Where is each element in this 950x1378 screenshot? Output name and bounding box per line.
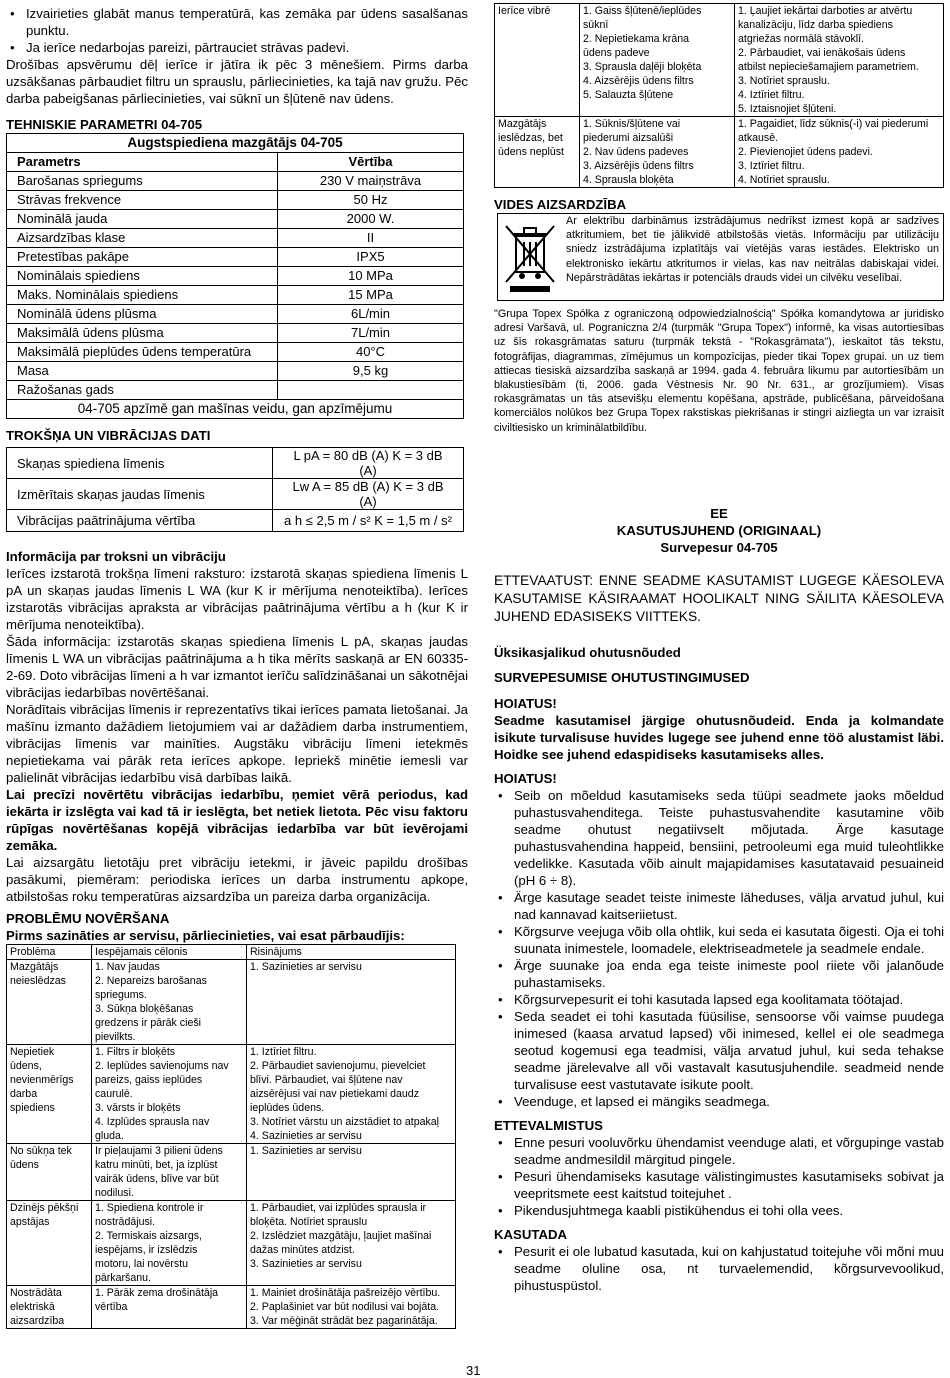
vides-heading: VIDES AIZSARDZĪBA — [494, 197, 627, 212]
cell-line: nevienmērīgs — [10, 1074, 74, 1086]
cause-cell — [92, 960, 247, 1045]
cell-line: caurulē. — [95, 1088, 133, 1100]
info-heading: Informācija par troksni un vibrāciju — [6, 549, 226, 564]
cell-line: 1. Pagaidiet, līdz sūknis(-i) vai piederumi — [738, 118, 929, 130]
info-paragraph: Lai aizsargātu lietotāju pret vibrāciju ietekmi, ir jāveic papildu drošības pasākumi, piemēram: periodiska ierīces un darba instrumentu apkope, atbilstošas roku temperatūras aizsardzība un pareiza darba organizācija. — [6, 855, 468, 904]
noise-name: Izmērītais skaņas jaudas līmenis — [7, 479, 273, 510]
cell-line: 1. Pārbaudiet, vai izplūdes sprausla ir — [250, 1202, 427, 1214]
ee-heading: ETTEVALMISTUS — [494, 1117, 603, 1133]
ee-product: Survepesur 04-705 — [660, 539, 778, 555]
list-item: • Ja ierīce nedarbojas pareizi, pārtrauciet strāvas padevi. — [6, 39, 468, 56]
cell-line: 1. Sazinieties ar servisu — [250, 961, 362, 973]
cell-line: iespējams, ir izslēdzis — [95, 1244, 198, 1256]
cell-line: 5. Salauzta šļūtene — [583, 89, 674, 101]
list-item: • Kõrgsurvepesurit ei tohi kasutada lapsed ega koolitamata töötajad. — [494, 991, 944, 1008]
table-header: Iespējamais cēlonis — [92, 945, 247, 960]
cell-line: pareizs, gaiss ieplūdes — [95, 1074, 203, 1086]
cell-line: 1. Filtrs ir bloķēts — [95, 1046, 176, 1058]
cell-line: Dzinējs pēkšņi — [10, 1202, 79, 1214]
cell-line: 4. Sazinieties ar servisu — [250, 1130, 362, 1142]
cell-line: Mazgātājs — [498, 118, 547, 130]
cell-line: bloķēta. Notīriet sprauslu — [250, 1216, 368, 1228]
list-item: • Enne pesuri vooluvõrku ühendamist veenduge alati, et võrgupinge vastab seadme andmesildil märgitud pingele. — [494, 1134, 944, 1168]
cell-line: 1. Iztīriet filtru. — [250, 1046, 317, 1058]
param-name: Strāvas frekvence — [7, 191, 278, 210]
noise-table — [6, 447, 464, 532]
cell-line: spiediens — [10, 1102, 55, 1114]
problem-cell — [7, 960, 92, 1045]
solution-cell — [735, 117, 944, 188]
tech-table-footnote: 04-705 apzīmē gan mašīnas veidu, gan apzīmējumu — [7, 400, 464, 419]
cell-line: 4. Iztīriet filtru. — [738, 89, 805, 101]
table-row — [495, 4, 944, 117]
cell-line: Ierīce vibrē — [498, 5, 551, 17]
cell-line: 1. Spiediena kontrole ir — [95, 1202, 204, 1214]
list-item: • Seda seadet ei tohi kasutada füüsilise, sensoorse või vaimse puudega inimesed (kaasa arvatud lapsed) või inimesed, kellel ei ole seadmega seotud kogemusi ega teadmisi, välja arvatud juhul, kui seda tehakse seadme järelevalve all või vastavalt kasutusjuhendile. seadmeid nende turvalisuse eest vastutavate isikute poolt. — [494, 1008, 944, 1093]
cause-cell — [92, 1201, 247, 1286]
param-value: 15 MPa — [278, 286, 464, 305]
cell-line: Nostrādāta — [10, 1287, 62, 1299]
cell-line: 3. Notīriet sprauslu. — [738, 75, 830, 87]
cell-line: 2. Pārbaudiet savienojumu, pievelciet — [250, 1060, 426, 1072]
cell-line: 1. Gaiss šļūtenē/ieplūdes — [583, 5, 702, 17]
cell-line: katru minūti, bet, ja izplūst — [95, 1159, 218, 1171]
cell-line: sūknī — [583, 19, 609, 31]
list-item: • Kõrgsurve veejuga võib olla ohtlik, kui seda ei kasutata õigesti. Oja ei tohi suunata inimestele, loomadele, elektriseadmetele ja seadmele endale. — [494, 923, 944, 957]
cell-line: atbilst nepieciešamajiem parametriem. — [738, 61, 919, 73]
troubleshooting-table — [6, 944, 456, 1329]
hoiatus-label: HOIATUS! — [494, 695, 557, 711]
noise-heading: TROKŠŅA UN VIBRĀCIJAS DATI — [6, 428, 211, 443]
cell-line: 4. Izplūdes sprausla nav — [95, 1116, 210, 1128]
cell-line: 1. Sazinieties ar servisu — [250, 1145, 362, 1157]
intro-bullets — [6, 5, 468, 56]
info-paragraph: Ierīces izstarotā trokšņa līmeni raksturo: izstarotā skaņas spiediena līmenis L pA un skaņas jaudas līmenis L WA (kur K ir mērījuma nenoteiktība). Ierīces izstarotās vibrācijas apraksta ar vibrācijas paātrinājuma vērtību a h (kur K ir mērījuma nenoteiktība). — [6, 566, 468, 632]
problem-cell — [7, 1144, 92, 1201]
param-value: 7L/min — [278, 324, 464, 343]
vides-box — [497, 213, 944, 301]
cell-line: atgriežas normālā stāvoklī. — [738, 33, 865, 45]
param-name: Aizsardzības klase — [7, 229, 278, 248]
cell-line: 4. Notīriet sprauslu. — [738, 174, 830, 186]
param-value: 2000 W. — [278, 210, 464, 229]
list-item: • Veenduge, et lapsed ei mängiks seadmega. — [494, 1093, 944, 1110]
cell-line: 3. Aizsērējis ūdens filtrs — [583, 160, 694, 172]
list-item: • Ärge suunake joa enda ega teiste inimeste pool riiete või jalanõude puhastamiseks. — [494, 957, 944, 991]
cell-line: pievilkts. — [95, 1031, 136, 1043]
noise-value: Lw A = 85 dB (A) K = 3 dB (A) — [273, 479, 464, 510]
cell-line: 2. Termiskais aizsargs, — [95, 1230, 202, 1242]
troubleshooting-table-continued — [494, 3, 944, 188]
table-row — [7, 1286, 456, 1329]
cell-line: 1. Mainiet drošinātāja pašreizējo vērtību. — [250, 1287, 441, 1299]
cell-line: Nepietiek — [10, 1046, 55, 1058]
vides-text: Ar elektrību darbināmus izstrādājumus nedrīkst izmest kopā ar sadzīves atkritumiem, bet tie jālikvidē atbilstošās vietās. Informāciju par utilizāciju sniedz izstrādājuma izplatītājs vai vietējās varas iestādes. Elektrisko un elektronisko iekārtu atkritumos ir vielas, kas nav neitrālas dabiskajai videi. Nepārstrādātas iekārtas ir potenciāls drauds videi un cilvēku veselībai. — [566, 215, 939, 284]
cell-line: 2. Pievienojiet ūdens padevi. — [738, 146, 873, 158]
param-value: 6L/min — [278, 305, 464, 324]
cell-line: 3. Sazinieties ar servisu — [250, 1258, 362, 1270]
solution-cell — [247, 1201, 456, 1286]
cause-cell — [580, 117, 735, 188]
cell-line: nodilusi. — [95, 1187, 134, 1199]
param-name: Maksimālā pieplūdes ūdens temperatūra — [7, 343, 278, 362]
list-item: • Izvairieties glabāt manus temperatūrā, kas zemāka par ūdens sasalšanas punktu. — [6, 5, 468, 39]
param-value: 40°C — [278, 343, 464, 362]
ee-title: EE — [710, 505, 728, 521]
problem-cell — [7, 1286, 92, 1329]
cell-line: aizsardzība — [10, 1315, 65, 1327]
cell-line: 2. Ieplūdes savienojums nav — [95, 1060, 229, 1072]
cell-line: ūdens — [10, 1159, 39, 1171]
param-name: Barošanas spriegums — [7, 172, 278, 191]
cell-line: kanalizāciju, līdz darba spiediens — [738, 19, 893, 31]
cell-line: motoru, lai novērstu — [95, 1258, 189, 1270]
ee-heading: KASUTADA — [494, 1226, 568, 1242]
cell-line: 5. Iztaisnojiet šļūteni. — [738, 103, 837, 115]
problem-cell — [495, 117, 580, 188]
noise-value: L pA = 80 dB (A) K = 3 dB (A) — [273, 448, 464, 479]
list-item: • Pikendusjuhtmega kaabli pistikühendus ei tohi olla vees. — [494, 1202, 944, 1219]
cell-line: 2. Nepareizs barošanas — [95, 975, 207, 987]
cell-line: 1. Sūknis/šļūtene vai — [583, 118, 681, 130]
cell-line: Mazgātājs — [10, 961, 59, 973]
param-name: Nominālā ūdens plūsma — [7, 305, 278, 324]
list-item: • Seib on mõeldud kasutamiseks seda tüüpi seadmete jaoks mõeldud puhastusvahenditega. Teiste puhastusvahendite kasutamine võib seadme ohutust negatiivselt mõjutada. Ärge kasutage puhastusvahendina happeid, bensiini, petrooleumi ega muid tuleohtlikke vedelikke. Kasutada võib ainult majapidamises kasutatavaid pesuaineid (pH 6 ÷ 8). — [494, 787, 944, 889]
problem-cell — [7, 1045, 92, 1144]
cell-line: vairāk ūdens, blīve var būt — [95, 1173, 219, 1185]
cell-line: dažas minūtes atdzist. — [250, 1244, 355, 1256]
cell-line: 2. Pārbaudiet, vai ienākošais ūdens — [738, 47, 906, 59]
table-row — [7, 1144, 456, 1201]
cell-line: 4. Aizsērējis ūdens filtrs — [583, 75, 694, 87]
cell-line: Ir pieļaujami 3 pilieni ūdens — [95, 1145, 223, 1157]
cell-line: No sūkņa tek — [10, 1145, 72, 1157]
param-name: Masa — [7, 362, 278, 381]
cell-line: darba — [10, 1088, 38, 1100]
tech-table-caption: Augstspiediena mazgātājs 04-705 — [7, 134, 464, 153]
info-paragraph: Šāda informācija: izstarotās skaņas spiediena līmenis L pA, skaņas jaudas līmenis L WA un vibrācijas paātrinājuma a h tika mērīts saskaņā ar EN 60335-2-69. Doto vibrācijas līmeni a h var izmantot ierīču salīdzināšanai un sākotnējai vibrācijas iedarbības novērtēšanai. — [6, 634, 468, 700]
cell-line: ūdens, — [10, 1060, 42, 1072]
crossed-bin-icon — [500, 216, 560, 296]
right-column — [494, 0, 944, 1294]
param-name: Nominālais spiediens — [7, 267, 278, 286]
cell-line: vērtība — [95, 1301, 128, 1313]
cell-line: 3. vārsts ir bloķēts — [95, 1102, 181, 1114]
copyright-paragraph: "Grupa Topex Spółka z ograniczoną odpowiedzialnością" Spółka komandytowa ar juridisko adresi Varšavā, ul. Pograniczna 2/4 (turpmāk "Grupa Topex") informē, ka visas autortiesības uz šīs rokasgrāmatas saturu (turpmāk tekstā - "Rokasgrāmata"), ieskaitot tās tekstu, fotogrāfijas, diagrammas, zīmējumus un kompozīcijas, pieder tikai Topex grupai. un uz tiem attiecas tiesiskā aizsardzība saskaņā ar 1994. gada 4. februāra likumu par autortiesībām un blakustiesībām (ti, 2006. gada Vēstnesis Nr. 90 Nr. 631., ar grozījumiem). Visas rokasgrāmatas un tās atsevišķu elementu kopēšana, apstrāde, publicēšana, pārveidošana komerciālos nolūkos bez Grupa Topex rakstiskas piekrišanas ir stingri aizliegta un var izraisīt civiltiesisko un kriminālatbildību. — [494, 308, 944, 434]
table-row — [7, 1201, 456, 1286]
solution-cell — [735, 4, 944, 117]
hoiatus-bullets — [494, 787, 944, 1110]
cell-line: ūdens neplūst — [498, 146, 564, 158]
ee-heading: Üksikasjalikud ohutusnõuded — [494, 644, 681, 660]
solution-cell — [247, 1286, 456, 1329]
cell-line: 3. Sprausla daļēji bloķēta — [583, 61, 702, 73]
cell-line: 2. Nepietiekama krāna — [583, 33, 689, 45]
troubleshooting-rows — [7, 960, 456, 1329]
list-item: • Ärge kasutage seadet teiste inimeste läheduses, välja arvatud juhul, kui nad kannavad kaitseriietust. — [494, 889, 944, 923]
info-bold-paragraph: Lai precīzi novērtētu vibrācijas iedarbību, ņemiet vērā periodus, kad iekārta ir izslēgta vai kad tā ir ieslēgta, bet netiek lietota. Pēc visu faktoru rūpīgas novērtēšanas kopējā vibrācijas iedarbība var būt ievērojami zemāka. — [6, 787, 468, 853]
param-value: II — [278, 229, 464, 248]
cell-line: 1. Ļaujiet iekārtai darboties ar atvērtu — [738, 5, 913, 17]
problem-cell — [7, 1201, 92, 1286]
solution-cell — [247, 960, 456, 1045]
cell-line: 3. Var mēģināt strādāt bez pagarinātāja. — [250, 1315, 438, 1327]
cell-line: nostrādājusi. — [95, 1216, 156, 1228]
cause-cell — [92, 1286, 247, 1329]
cell-line: 2. Paplašiniet var būt nodilusi vai bojāta. — [250, 1301, 440, 1313]
cell-line: 2. Nav ūdens padeves — [583, 146, 689, 158]
param-name: Maks. Nominālais spiediens — [7, 286, 278, 305]
param-value: IPX5 — [278, 248, 464, 267]
trouble-heading: PROBLĒMU NOVĒRŠANA — [6, 911, 170, 926]
problem-cell — [495, 4, 580, 117]
param-name: Nominālā jauda — [7, 210, 278, 229]
ee-heading: SURVEPESUMISE OHUTUSTINGIMUSED — [494, 669, 750, 685]
param-value — [278, 381, 464, 400]
cell-line: 4. Sprausla bloķēta — [583, 174, 674, 186]
param-name: Maksimālā ūdens plūsma — [7, 324, 278, 343]
cell-line: piederumi aizsalūši — [583, 132, 674, 144]
param-value: 50 Hz — [278, 191, 464, 210]
table-row — [495, 117, 944, 188]
ee-subtitle: KASUTUSJUHEND (ORIGINAAL) — [616, 522, 822, 538]
param-name: Pretestības pakāpe — [7, 248, 278, 267]
list-item: • Pesurit ei ole lubatud kasutada, kui on kahjustatud toitejuhe või mõni muu seadme oluline osa, nt turvaelemendid, kõrgsurvevoolikud, pihustuspüstol. — [494, 1243, 944, 1294]
left-column — [6, 0, 468, 1329]
noise-name: Skaņas spiediena līmenis — [7, 448, 273, 479]
cell-line: 3. Iztīriet filtru. — [738, 160, 805, 172]
cell-line: pārkaršanu. — [95, 1272, 151, 1284]
use-bullets — [494, 1243, 944, 1294]
page-number: 31 — [466, 1363, 481, 1378]
troubleshooting-rows — [495, 4, 944, 188]
trouble-subheading: Pirms sazināties ar servisu, pārliecinieties, vai esat pārbaudījis: — [6, 928, 405, 943]
cell-line: 3. Sūkņa bloķēšanas — [95, 1003, 194, 1015]
cell-line: gluda. — [95, 1130, 124, 1142]
param-value: 10 MPa — [278, 267, 464, 286]
cell-line: aizsērējusi vai nav pietiekami daudz — [250, 1088, 419, 1100]
cell-line: 3. Notīriet vārstu un aizstādiet to atpakaļ — [250, 1116, 440, 1128]
hoiatus-label: HOIATUS! — [494, 770, 557, 786]
table-row — [7, 1045, 456, 1144]
table-header: Vērtība — [278, 153, 464, 172]
cause-cell — [580, 4, 735, 117]
solution-cell — [247, 1144, 456, 1201]
cell-line: 1. Nav jaudas — [95, 961, 160, 973]
noise-value: a h ≤ 2,5 m / s² K = 1,5 m / s² — [273, 510, 464, 532]
prep-bullets — [494, 1134, 944, 1219]
cell-line: elektriskā — [10, 1301, 55, 1313]
cell-line: 2. Izslēdziet mazgātāju, ļaujiet mašīnai — [250, 1230, 432, 1242]
list-item: • Pesuri ühendamiseks kasutage välistingimustes kasutamiseks sobivat ja veepritsmete eest kaitstud toitejuhet . — [494, 1168, 944, 1202]
table-header: Parametrs — [7, 153, 278, 172]
noise-name: Vibrācijas paātrinājuma vērtība — [7, 510, 273, 532]
param-value: 230 V maiņstrāva — [278, 172, 464, 191]
solution-cell — [247, 1045, 456, 1144]
param-value: 9,5 kg — [278, 362, 464, 381]
info-paragraph: Norādītais vibrācijas līmenis ir reprezentatīvs tikai ierīces pamata lietošanai. Ja mašīnu izmanto dažādiem lietojumiem vai ar dažādiem darba instrumentiem, vibrācijas līmenis var mainīties. Augstāku vibrāciju līmeni ietekmēs nepietiekama vai pārāk reta ierīces apkope. Iepriekš minētie iemesli var palielināt vibrācijas iedarbību visā darbības laikā. — [6, 702, 468, 785]
cause-cell — [92, 1045, 247, 1144]
table-header: Problēma — [7, 945, 92, 960]
cell-line: 1. Pārāk zema drošinātāja — [95, 1287, 219, 1299]
cause-cell — [92, 1144, 247, 1201]
hoiatus-text: Seadme kasutamisel järgige ohutusnõudeid. Enda ja kolmandate isikute turvalisuse huvides lugege see juhend enne töö alustamist läbi. Hoidke see juhend edaspidiseks kasutamiseks alles. — [494, 712, 944, 762]
cell-line: gredzens ir pārāk cieši — [95, 1017, 201, 1029]
cell-line: spriegums. — [95, 989, 147, 1001]
tech-params-table — [6, 133, 464, 419]
tech-heading: TEHNISKIE PARAMETRI 04-705 — [6, 117, 203, 132]
cell-line: blīvi. Pārbaudiet, vai šļūtene nav — [250, 1074, 403, 1086]
cell-line: ieplūdes ūdens. — [250, 1102, 325, 1114]
cell-line: neieslēdzas — [10, 975, 66, 987]
cell-line: ieslēdzas, bet — [498, 132, 563, 144]
cell-line: ūdens padeve — [583, 47, 650, 59]
cell-line: apstājas — [10, 1216, 50, 1228]
table-row — [7, 960, 456, 1045]
table-header: Risinājums — [247, 945, 456, 960]
intro-paragraph: Drošības apsvērumu dēļ ierīce ir jātīra ik pēc 3 mēnešiem. Pirms darba uzsākšanas pārbaudiet filtru un sprauslu, pārliecinieties, ka tajā nav gružu. Pēc darba pabeigšanas pārliecinieties, vai sūknī un šļūtenē nav ūdens. — [6, 57, 468, 106]
cell-line: atkausē. — [738, 132, 779, 144]
param-name: Ražošanas gads — [7, 381, 278, 400]
ee-caution: ETTEVAATUST: ENNE SEADME KASUTAMIST LUGEGE KÄESOLEVA KASUTAMISE KÄSIRAAMAT HOOLIKALT NING SÄILITA KÄESOLEVA JUHEND EDASISEKS VIITTEKS. — [494, 572, 944, 624]
